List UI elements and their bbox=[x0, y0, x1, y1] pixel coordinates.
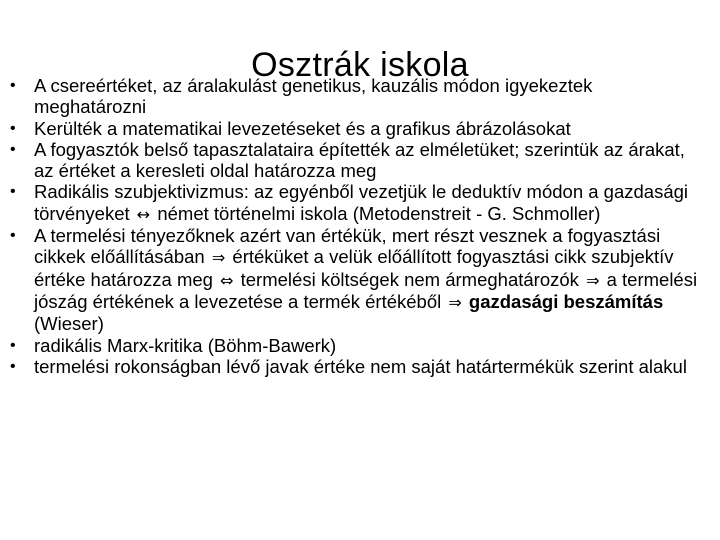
bullet-text: A termelési tényezőknek azért van értékük, mert részt vesznek a fogyasztási cikkek előállításában bbox=[34, 225, 661, 268]
bullet-text: radikális Marx-kritika (Böhm-Bawerk) bbox=[34, 334, 337, 356]
bullet-item-5 bbox=[10, 225, 706, 334]
bullet-item-4 bbox=[10, 181, 706, 225]
double-arrow-icon: ↔ bbox=[136, 204, 151, 224]
bullet-marker: • bbox=[10, 183, 16, 201]
bullet-text: A fogyasztók belső tapasztalataira építették az elméletüket; szerintük az árakat, az értéket a keresleti oldal határozza meg bbox=[34, 138, 685, 182]
bullet-item-3 bbox=[10, 139, 706, 182]
bullet-marker: • bbox=[10, 119, 16, 137]
implies-arrow-icon: ⇒ bbox=[211, 248, 226, 268]
bullet-text: (Wieser) bbox=[34, 313, 104, 335]
bullet-text: termelési rokonságban lévő javak értéke nem saját határtermékük szerint alakul bbox=[34, 355, 687, 377]
bullet-item-7 bbox=[10, 356, 706, 377]
bullet-text: értéküket a velük előállított fogyasztási cikk szubjektív értéke határozza meg bbox=[34, 246, 674, 290]
bullet-marker: • bbox=[10, 140, 16, 158]
slide-title: Osztrák iskola bbox=[251, 45, 469, 84]
bullet-text: termelési költségek nem ármeghatározók bbox=[240, 268, 579, 290]
bullet-text: a termelési jószág értékének a levezetése a termék értékéből bbox=[34, 268, 698, 312]
left-right-arrow-icon: ⇔ bbox=[220, 270, 234, 290]
bullet-list bbox=[10, 75, 706, 377]
bullet-text: A csereértéket, az áralakulást genetikus, kauzális módon igyekeztek meghatározni bbox=[34, 75, 593, 118]
bold-term: gazdasági beszámítás bbox=[468, 290, 664, 312]
implies-arrow-icon: ⇒ bbox=[448, 292, 462, 312]
bullet-text: Kerülték a matematikai levezetéseket és a grafikus ábrázolásokat bbox=[34, 117, 571, 139]
bullet-marker: • bbox=[10, 227, 16, 245]
bullet-item-1 bbox=[10, 75, 706, 118]
implies-arrow-icon: ⇒ bbox=[586, 270, 600, 290]
bullet-text: Radikális szubjektivizmus: az egyénből vezetjük le deduktív módon a gazdasági törvényeket bbox=[34, 181, 689, 224]
bullet-item-2 bbox=[10, 118, 706, 139]
bullet-marker: • bbox=[10, 357, 16, 375]
bullet-marker: • bbox=[10, 77, 16, 94]
bullet-marker: • bbox=[10, 336, 16, 354]
bullet-text: német történelmi iskola (Metodenstreit - G. Schmoller) bbox=[157, 202, 601, 224]
bullet-item-6 bbox=[10, 335, 706, 356]
